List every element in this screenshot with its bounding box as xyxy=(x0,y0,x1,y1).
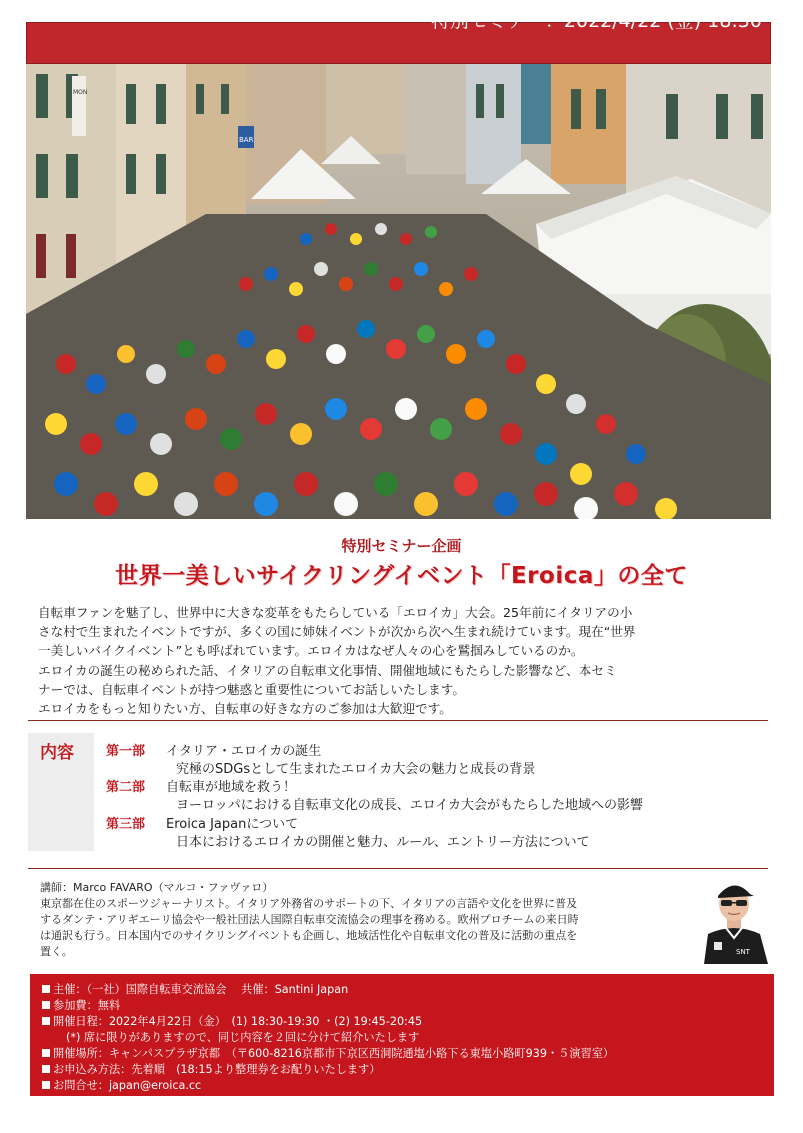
event-crowd-photo xyxy=(26,64,771,519)
intro-line: 自転車ファンを魅了し、世界中に大きな変革をもたらしている「エロイカ」大会。25年前にイタリアの小 xyxy=(38,605,633,620)
intro-line: さな村で生まれたイベントですが、多くの国に姉妹イベントが次から次へ生まれ続けています。現在“世界 xyxy=(38,624,636,640)
lecturer-profile xyxy=(40,880,684,960)
bullet-square-icon xyxy=(42,985,50,993)
part-3-description: 日本におけるエロイカの開催と魅力、ルール、エントリー方法について xyxy=(176,835,590,850)
seminar-date-banner-text: 特別セミナー：2022/4/22 (金) 18:30〜 xyxy=(430,10,781,32)
info-venue-text: 開催場所：キャンパスプラザ京都 （〒600-8216京都市下京区西洞院通塩小路下る東塩小路町939・５演習室） xyxy=(53,1047,615,1060)
intro-line: 一美しいバイクイベント”とも呼ばれています。エロイカはなぜ人々の心を鷲掴みしているのか。 xyxy=(38,643,584,659)
intro-paragraph xyxy=(38,603,766,718)
info-schedule xyxy=(42,1013,422,1029)
lecturer-portrait-image xyxy=(696,872,772,964)
part-3-title: Eroica Japanについて xyxy=(166,817,299,832)
bullet-square-icon xyxy=(42,1049,50,1057)
part-1-description: 究極のSDGsとして生まれたエロイカ大会の魅力と成長の背景 xyxy=(176,762,536,777)
bullet-square-icon xyxy=(42,1017,50,1025)
info-organizer-text: 主催：（一社）国際自転車交流協会 共催：Santini Japan xyxy=(53,983,349,996)
bar-sign-text: BAR xyxy=(239,136,254,144)
bullet-square-icon xyxy=(42,1065,50,1073)
part-2-title: 自転車が地域を救う！ xyxy=(166,780,297,795)
event-subtitle: 特別セミナー企画 xyxy=(341,537,462,555)
info-application-text: お申込み方法：先着順 (18:15より整理券をお配りいたします） xyxy=(53,1063,381,1076)
contents-label: 内容 xyxy=(40,743,74,763)
intro-line: エロイカの誕生の秘められた話、イタリアの自転車文化事情、開催地域にもたらした影響など、本セミ xyxy=(38,662,617,678)
info-application xyxy=(42,1061,380,1077)
part-1-title: イタリア・エロイカの誕生 xyxy=(166,744,322,759)
mon-sign-text: MON xyxy=(73,89,88,96)
lecturer-name: 講師：Marco FAVARO（マルコ・ファヴァロ） xyxy=(40,881,274,894)
info-schedule-note: (*) 席に限りがありますので、同じ内容を２回に分けて紹介いたします xyxy=(66,1031,420,1044)
part-2-description: ヨーロッパにおける自転車文化の成長、エロイカ大会がもたらした地域への影響 xyxy=(176,798,643,813)
info-contact xyxy=(42,1077,201,1093)
lecturer-bio-line: 東京都在住のスポーツジャーナリスト。イタリア外務省のサポートの下、イタリアの言語や文化を世界に普及 xyxy=(40,897,578,910)
bullet-square-icon xyxy=(42,1081,50,1089)
lecturer-bio-line: するダンテ・アリギエーリ協会や一般社団法人国際自転車交流協会の理事を務める。欧州プロチームの来日時 xyxy=(40,913,579,926)
section-divider xyxy=(28,720,768,721)
info-venue xyxy=(42,1045,614,1061)
part-1-heading: 第一部 xyxy=(106,744,146,759)
info-fee-text: 参加費：無料 xyxy=(53,999,121,1012)
intro-line: ナーでは、自転車イベントが持つ魅惑と重要性についてお話しいたします。 xyxy=(38,681,465,697)
part-3-heading: 第三部 xyxy=(106,817,146,832)
lecturer-bio-line: 置く。 xyxy=(40,945,73,958)
info-schedule-text: 開催日程：2022年4月22日（金） (1) 18:30-19:30 ・(2) 19:45-20:45 xyxy=(53,1015,423,1028)
info-fee xyxy=(42,997,120,1013)
crowd-illustration xyxy=(26,64,771,519)
lecturer-portrait xyxy=(696,872,772,964)
section-divider xyxy=(28,868,768,869)
info-contact-email: お問合せ：japan@eroica.cc xyxy=(53,1079,202,1092)
svg-text:SNT: SNT xyxy=(736,948,750,956)
event-title: 世界一美しいサイクリングイベント「Eroica」の全て xyxy=(115,563,688,589)
bullet-square-icon xyxy=(42,1001,50,1009)
intro-line: エロイカをもっと知りたい方、自転車の好きな方のご参加は大歓迎です。 xyxy=(38,701,452,717)
lecturer-bio-line: は通訳も行う。日本国内でのサイクリングイベントも企画し、地域活性化や自転車文化の普及に活動の重点を xyxy=(40,929,578,942)
part-2-heading: 第二部 xyxy=(106,780,146,795)
info-organizer xyxy=(42,981,348,997)
